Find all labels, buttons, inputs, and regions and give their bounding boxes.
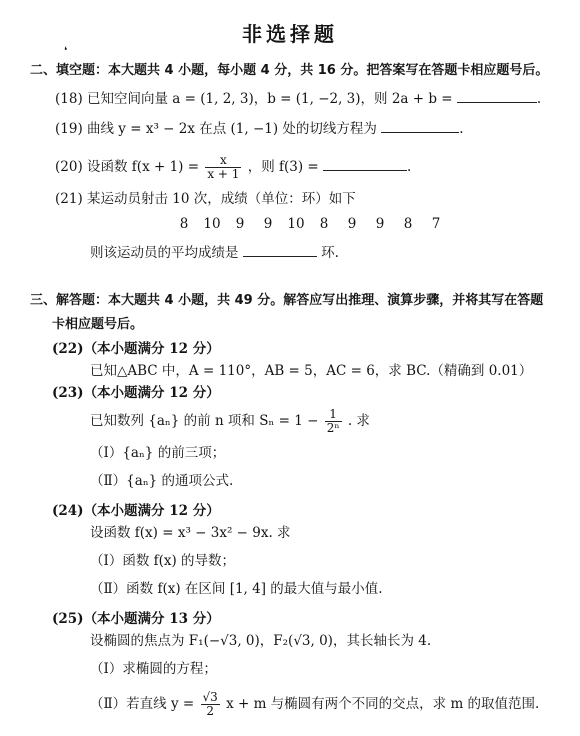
score-item: 7 [431,216,441,232]
question-24-head: (24)（本小题满分 12 分） [52,503,220,519]
question-22-body: 已知△ABC 中，A = 110°，AB = 5，AC = 6，求 BC.（精确到 0.01） [90,363,533,379]
question-25-body: 设椭圆的焦点为 F₁(−√3, 0)，F₂(√3, 0)，其长轴长为 4. [90,633,432,649]
question-20: (20) 设函数 f(x + 1) = $\frac{x}{x + 1}$ ，则 f(3) = . [55,153,412,181]
score-item: 10 [287,216,305,232]
question-22-head: (22)（本小题满分 12 分） [52,341,220,357]
answer-blank [457,89,537,103]
section3-header-cont: 卡相应题号后。 [52,317,144,332]
question-text: 已知空间向量 a = (1, 2, 3)，b = (1, −2, 3)，则 2a + b = [87,91,453,107]
score-item: 9 [235,216,245,232]
ink-mark: ❛ [64,46,68,57]
answer-blank [243,243,317,257]
question-number: (19) [55,121,83,137]
question-24-part2: （Ⅱ）函数 f(x) 在区间 [1, 4] 的最大值与最小值. [90,581,383,597]
score-item: 8 [179,216,189,232]
question-number: (18) [55,91,83,107]
question-number: (20) [55,159,83,175]
score-item: 8 [403,216,413,232]
score-item: 9 [347,216,357,232]
score-item: 10 [203,216,221,232]
question-text: 曲线 y = x³ − 2x 在点 (1, −1) 处的切线方程为 [87,121,377,137]
question-18: (18) 已知空间向量 a = (1, 2, 3)，b = (1, −2, 3)，则 2a + b = . [55,91,542,107]
score-list [170,216,450,232]
question-23-part1: （Ⅰ）{aₙ} 的前三项； [90,445,226,461]
question-24-part1: （Ⅰ）函数 f(x) 的导数； [90,553,236,569]
question-23-part2: （Ⅱ）{aₙ} 的通项公式. [90,473,234,489]
question-text: 设函数 f(x + 1) = [87,159,200,175]
question-21 [55,190,356,208]
question-number: (21) [55,191,83,207]
fraction: $\frac{1}{\text{2ⁿ}}$ [326,407,340,435]
score-item: 9 [263,216,273,232]
score-item: 8 [319,216,329,232]
score-item: 9 [375,216,385,232]
answer-blank [381,119,459,133]
question-23-head: (23)（本小题满分 12 分） [52,385,220,401]
question-25-part1: （Ⅰ）求椭圆的方程； [90,661,217,677]
fraction: $\frac{√3}{2}$ [202,690,218,718]
question-25-head: (25)（本小题满分 13 分） [52,611,220,627]
section2-header: 二、填空题：本大题共 4 小题，每小题 4 分，共 16 分。把答案写在答题卡相应题号后。 [30,63,549,78]
question-text: 某运动员射击 10 次，成绩（单位：环）如下 [87,191,356,207]
question-21-tail: 则该运动员的平均成绩是 环. [90,245,339,261]
question-19: (19) 曲线 y = x³ − 2x 在点 (1, −1) 处的切线方程为 . [55,121,464,137]
question-25-part2: （Ⅱ）若直线 y = $\frac{√3}{2}$ x + m 与椭圆有两个不同的交点，求 m 的取值范围. [90,690,540,718]
section3-header: 三、解答题：本大题共 4 小题，共 49 分。解答应写出推理、演算步骤，并将其写在答题 [30,293,544,308]
question-23-body: 已知数列 {aₙ} 的前 n 项和 Sₙ = 1 − $\frac{1}{\text{2ⁿ}}$ . 求 [90,407,370,435]
question-24-body: 设函数 f(x) = x³ − 3x² − 9x. 求 [90,525,291,541]
page-title: 非选择题 [242,22,338,46]
answer-blank [323,157,407,171]
fraction: $\frac{x}{x + 1}$ [207,153,240,181]
